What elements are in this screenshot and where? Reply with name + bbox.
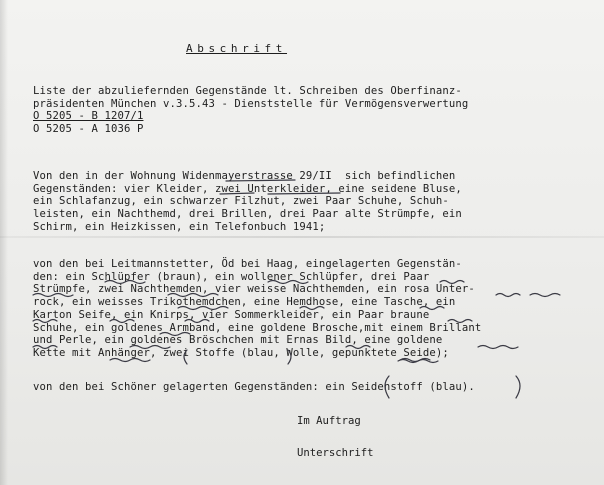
file-reference: O 5205 - A 1036 P: [33, 123, 144, 136]
paragraph-line: Gegenständen: vier Kleider, zwei Unterkleider, eine seidene Bluse,: [33, 182, 462, 195]
list-heading-line: präsidenten München v.3.5.43 - Dienststelle für Vermögensverwertung: [33, 97, 469, 110]
paragraph-line: ein Schlafanzug, ein schwarzer Filzhut, zwei Paar Schuhe, Schuh-: [33, 195, 449, 208]
paragraph-line: und Perle, ein goldenes Bröschchen mit Ernas Bild, eine goldene: [33, 334, 443, 347]
paragraph-schoener-items: [33, 381, 475, 394]
paragraph-line: Schirm, ein Heizkissen, ein Telefonbuch 1941;: [33, 220, 326, 233]
document-title: Abschrift: [186, 42, 288, 55]
paragraph-line: von den bei Leitmannstetter, Öd bei Haag, eingelagerten Gegenstän-: [33, 258, 462, 270]
list-heading-line: Liste der abzuliefernden Gegenstände lt. Schreiben des Oberfinanz-: [33, 85, 462, 97]
file-reference: O 5205 - B 1207/1: [33, 110, 144, 123]
paragraph-line: Karton Seife, ein Knirps, vier Sommerkleider, ein Paar braune: [33, 308, 430, 321]
paragraph-line: von den bei Schöner gelagerten Gegenständen: ein Seidenstoff (blau).: [33, 381, 475, 393]
paragraph-line: Strümpfe, zwei Nachthemden, vier weisse Nachthemden, ein rosa Unter-: [33, 283, 475, 296]
pencil-underline: [478, 346, 518, 349]
signature-on-behalf: Im Auftrag: [297, 415, 361, 427]
paragraph-line: Schuhe, ein goldenes Armband, eine goldene Brosche,mit einem Brillant: [33, 321, 482, 334]
paragraph-line: leisten, ein Nachthemd, drei Brillen, drei Paar alte Strümpfe, ein: [33, 208, 462, 221]
paragraph-line: den: ein Schlüpfer (braun), ein wollener Schlüpfer, drei Paar: [33, 270, 430, 283]
pencil-underline: [530, 294, 560, 297]
signature-label: Unterschrift: [297, 447, 374, 459]
paper-fold-line: [0, 236, 604, 238]
list-heading: [33, 85, 468, 136]
pencil-bracket: [516, 376, 520, 398]
paragraph-line: Kette mit Anhänger, zwei Stoffe (blau, Wolle, gepunktete Seide);: [33, 346, 449, 359]
paper-edge-shadow: [0, 0, 8, 485]
paragraph-line: rock, ein weisses Trikothemdchen, eine Hemdhose, eine Tasche, ein: [33, 296, 456, 309]
paragraph-apartment-items: [33, 170, 462, 234]
pencil-underline: [496, 294, 520, 297]
paragraph-line: Von den in der Wohnung Widenmayerstrasse 29/II sich befindlichen: [33, 170, 456, 182]
paragraph-stored-items: [33, 258, 481, 360]
pencil-underline: [398, 360, 438, 363]
